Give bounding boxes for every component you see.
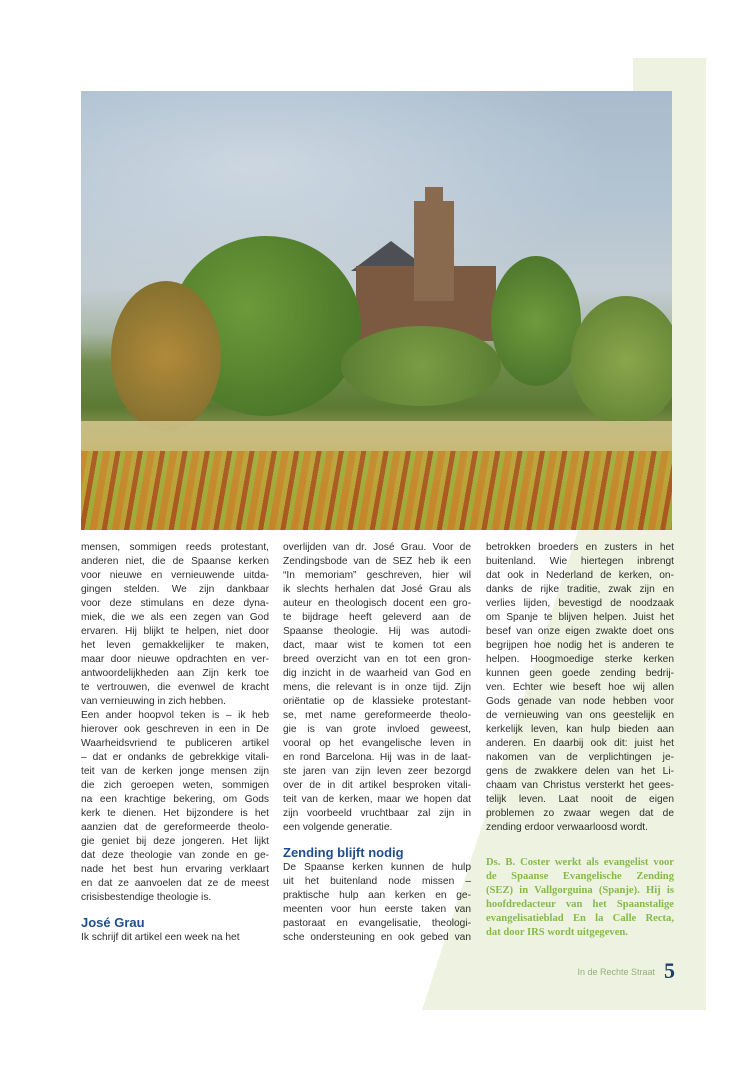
paragraph <box>81 931 269 945</box>
text-line: voor nieuwe en vernieuwende uitda- <box>81 570 269 581</box>
text-line: dact, maar wist te komen tot een <box>283 640 471 651</box>
text-column-1 <box>81 541 269 945</box>
text-line: Ik schrijf dit artikel een week na het <box>81 932 240 943</box>
text-line: begrijpen hoe nodig het is anderen te <box>486 640 674 651</box>
church-landscape-photo <box>81 91 672 530</box>
photo-shrubs <box>341 326 501 406</box>
text-line: danks de rijke traditie, zwak zijn en <box>486 584 674 595</box>
text-line: pastoraat en evangelisatie, theologi- <box>283 918 471 929</box>
paragraph <box>81 709 269 905</box>
text-line: oriëntatie op de klassieke protestant- <box>283 696 471 707</box>
text-line: mensen, sommigen reeds protestant, <box>81 542 269 553</box>
section-heading: Zending blijft nodig <box>283 845 404 860</box>
text-line: dat deze theologie van zonde en ge- <box>81 850 269 861</box>
text-line: ervaren. Hij blijkt te helpen, niet door <box>81 626 269 637</box>
text-line: Zendingsbode van de SEZ heb ik een <box>283 556 471 567</box>
text-line: uit het buitenland node missen – <box>283 876 471 887</box>
text-line: helpen. Hoogmoedige sterke kerken <box>486 654 674 665</box>
text-line: praktische hulp aan kerken en ge- <box>283 890 471 901</box>
photo-bell-tower <box>414 201 454 301</box>
text-line: te bijdrage heeft geleverd aan de <box>283 612 471 623</box>
text-line: over de in dit artikel besproken vitali- <box>283 780 471 791</box>
paragraph <box>81 541 269 709</box>
paragraph <box>283 861 471 945</box>
text-line: gingen stelden. We zijn dankbaar <box>81 584 269 595</box>
section-heading: José Grau <box>81 915 145 930</box>
text-line: gie geniet bij deze jongeren. Het lijkt <box>81 836 269 847</box>
text-line: anderen. En daarbij ook dit: juist het <box>486 738 674 749</box>
text-line: gens de zwakkere delen van het Li- <box>486 766 674 777</box>
text-line: betrokken broeders en zusters in het <box>486 542 674 553</box>
text-line: ik slechts herhalen dat José Grau als <box>283 584 471 595</box>
page-footer <box>540 958 675 984</box>
text-line: Een ander hoopvol teken is – ik heb <box>81 710 269 721</box>
text-line: besef van onze eigen zwakte doet ons <box>486 626 674 637</box>
photo-tree <box>111 281 221 431</box>
photo-vineyard <box>81 451 672 530</box>
text-line: (SEZ) in Vallgorguina (Spanje). Hij is <box>486 885 674 896</box>
text-line: aanzien dat de gereformeerde theolo- <box>81 822 269 833</box>
text-line: kunnen geen goede zending bedrij- <box>486 668 674 679</box>
text-line: zijn voorbeeld vruchtbaar zal zijn in <box>283 808 471 819</box>
text-line: – dat er ondanks de gebrekkige vitali- <box>81 752 269 763</box>
text-line: overlijden van dr. José Grau. Voor de <box>283 542 471 553</box>
text-line: vooral op het evangelische leven in <box>283 738 471 749</box>
text-line: dig inzicht in de waarheid van God en <box>283 668 471 679</box>
text-line: nade het best hun ervaring verklaart <box>81 864 269 875</box>
text-line: teit van de kerken, maar we hopen dat <box>283 794 471 805</box>
text-line: dat door IRS wordt uitgegeven. <box>486 927 628 938</box>
text-line: Gods genade van node hebben voor <box>486 696 674 707</box>
text-line: Ds. B. Coster werkt als evangelist voor <box>486 857 674 868</box>
text-line: evangelisatieblad En la Calle Recta, <box>486 913 674 924</box>
text-line: anderen niet, die de Spaanse kerken <box>81 556 269 567</box>
text-line: antwoordelijkheden aan Zijn kerk toe <box>81 668 269 679</box>
text-column-3 <box>486 541 674 940</box>
text-line: kerkelijk leven, kan hulp bieden aan <box>486 724 674 735</box>
text-line: en rond Barcelona. Hij was in de laat- <box>283 752 471 763</box>
text-line: om Spanje te blijven helpen. Juist het <box>486 612 674 623</box>
text-line: problemen zo zwaar wegen dat de <box>486 808 674 819</box>
text-line: maar door nieuwe opdrachten en ver- <box>81 654 269 665</box>
photo-tree <box>571 296 672 426</box>
text-line: ven. Echter wie beseft hoe wij allen <box>486 682 674 693</box>
text-line: zending erdoor verwaarloosd wordt. <box>486 822 648 833</box>
text-line: en dat ze aanvoelen dat ze de meest <box>81 878 269 889</box>
text-line: sche ondersteuning en ook gebed van <box>283 932 471 943</box>
text-line: breed overzicht van en tot een gron- <box>283 654 471 665</box>
text-line: het leven gemakkelijker te maken, <box>81 640 269 651</box>
text-line: voor deze stimulans en deze dyna- <box>81 598 269 609</box>
paragraph <box>486 541 674 835</box>
text-line: verlies lijden, bevestigd de noodzaak <box>486 598 674 609</box>
paragraph <box>283 541 471 835</box>
text-line: de vernieuwing van ons geestelijk en <box>486 710 674 721</box>
text-line: teit van de kerken jonge mensen zijn <box>81 766 269 777</box>
text-line: te vertrouwen, die evenwel de kracht <box>81 682 269 693</box>
text-column-2 <box>283 541 471 945</box>
text-line: ste jaren van zijn leven zeer bezorgd <box>283 766 471 777</box>
text-line: buitenland. Wie hiertegen inbrengt <box>486 556 674 567</box>
text-line: mens, die relevant is in onze tijd. Zijn <box>283 682 471 693</box>
text-line: Waarheidsvriend te publiceren artikel <box>81 738 269 749</box>
text-line: “In memoriam” geschreven, hier wil <box>283 570 471 581</box>
text-line: De Spaanse kerken kunnen de hulp <box>283 862 471 873</box>
text-line: gie is van grote invloed geweest, <box>283 724 471 735</box>
photo-tree <box>491 256 581 386</box>
page-number: 5 <box>664 958 675 983</box>
text-line: miek, die we als een zegen van God <box>81 612 269 623</box>
text-line: de Spaanse Evangelische Zending <box>486 871 674 882</box>
text-line: Spaanse theologie. Hij was autodi- <box>283 626 471 637</box>
text-line: hierover ook geschreven in een in De <box>81 724 269 735</box>
photo-tower-top <box>425 187 443 203</box>
text-line: na een krachtige bekering, om Gods <box>81 794 269 805</box>
text-line: van vernieuwing in zich hebben. <box>81 696 226 707</box>
text-line: auteur en theologisch docent een gro- <box>283 598 471 609</box>
text-line: chaam van Christus versterkt het gees- <box>486 780 674 791</box>
text-line: dat ook in Nederland de kerken, on- <box>486 570 674 581</box>
text-line: een volgende generatie. <box>283 822 393 833</box>
text-line: telijk leven. Laat nooit de eigen <box>486 794 674 805</box>
text-line: crisisbestendige theologie is. <box>81 892 212 903</box>
text-line: se, met name gereformeerde theolo- <box>283 710 471 721</box>
author-bio <box>486 856 674 940</box>
text-line: meenten voor hun eerste taken van <box>283 904 471 915</box>
text-line: die zich geroepen weten, sommigen <box>81 780 269 791</box>
text-line: nakomen van de verplichtingen je- <box>486 752 674 763</box>
text-line: hoofdredacteur van het Spaanstalige <box>486 899 674 910</box>
publication-name: In de Rechte Straat <box>577 967 655 977</box>
text-line: kerk te dienen. Het bijzondere is het <box>81 808 269 819</box>
